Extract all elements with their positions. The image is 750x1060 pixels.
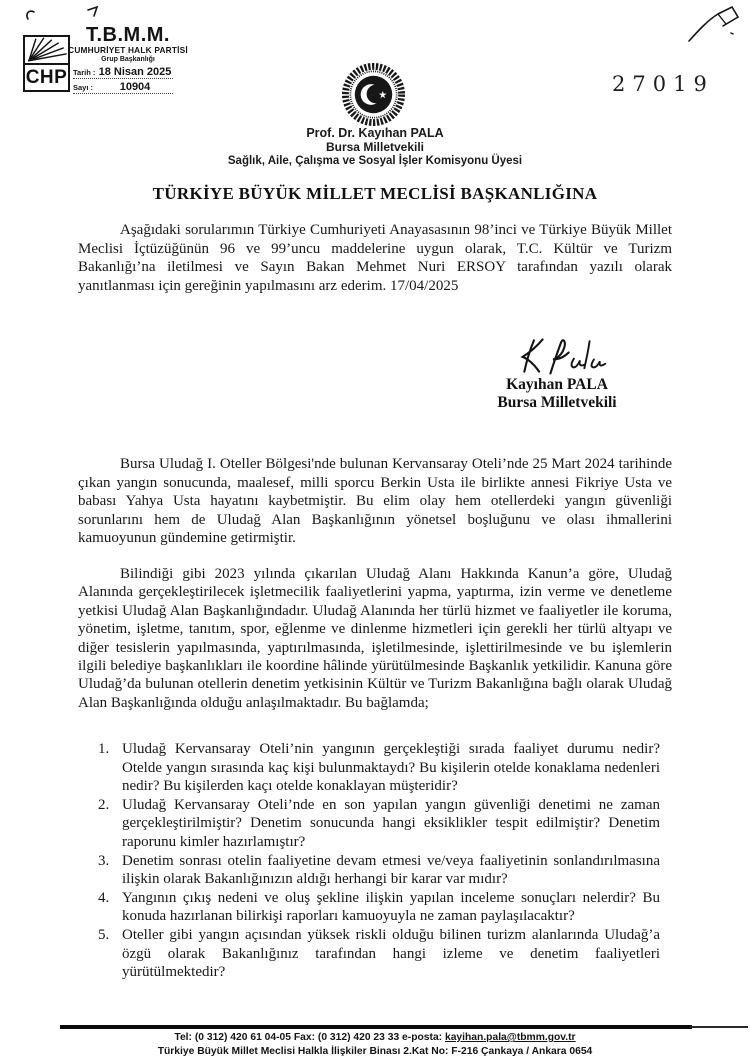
question-text: Uludağ Kervansaray Oteli’nde en son yapılan yangın güvenliği denetimi ne zaman gerçekleştirilmiştir? Denetim sonucunda hangi eksiklikler tespit edilmiştir? Denetim raporunu kimler hazırlamıştır? [122, 796, 660, 850]
party-group: Grup Başkanlığı [101, 56, 155, 63]
paragraph-law: Bilindiği gibi 2023 yılında çıkarılan Uludağ Alanı Hakkında Kanun’a göre, Uludağ Alanında gerçekleştirilecek işletmecilik faaliyetlerini yapma, yaptırma, izin verme ve denetleme yetkisi Uludağ Alan Başkanlığındadır. Uludağ Alanında her türlü hizmet ve faaliyetler ile koruma, yönetim, işletme, tanıtım, spor, eğlenme ve dinlenme hizmetleri için gerekli her türlü altyapı ve diğer tesislerin yapılmasında, yaptırılmasında, işletilmesinde, işlettirilmesinde ve bu işlemlerin ilgili belediye başkanlıkları ile koordine hâlinde yürütülmesinde Başkanlık yetkilidir. Kanuna göre Uludağ’da bulunan otellerin denetim yetkisinin Kültür ve Turizm Bakanlığına bağlı olarak Uludağ Alan Başkanlığında olduğu anlaşılmaktadır. Bu bağlamda; [78, 566, 672, 711]
deputy-constituency: Bursa Milletvekili [325, 140, 425, 154]
footer-contact-block [0, 1031, 750, 1058]
party-name: CUMHURİYET HALK PARTİSİ [68, 45, 188, 55]
signatory-name: Kayıhan PALA [506, 376, 608, 393]
question-number: 5. [98, 926, 110, 943]
deputy-name: Prof. Dr. Kayıhan PALA [306, 126, 444, 140]
registry-stamp-number: 27019 [612, 72, 714, 96]
question-item-2 [98, 796, 660, 852]
question-number: 2. [98, 796, 110, 813]
footer-address-line: Türkiye Büyük Millet Meclisi Halkla İlişkiler Binası 2.Kat No: F-216 Çankaya / Ankara 0654 [157, 1045, 593, 1057]
paragraph-incident: Bursa Uludağ I. Oteller Bölgesi'nde bulunan Kervansaray Oteli’nde 25 Mart 2024 tarihinde çıkan yangın sonucunda, maalesef, milli sporcu Berkin Usta ile birlikte annesi Fikriye Usta ve babası Yahya Usta hayatını kaybetmiştir. Bu elim olay hem otellerdeki yangın güvenliği sorunlarını hem de Uludağ Alan Başkanlığının yönetsel boşluğunu ve olası ihmallerini kamuoyunun gündemine getirmiştir. [78, 456, 672, 547]
footer-divider [60, 1025, 692, 1029]
signature-block [462, 336, 652, 411]
signatory-title: Bursa Milletvekili [497, 394, 617, 411]
footer-contact-line [0, 1031, 750, 1045]
question-item-5 [98, 926, 660, 982]
question-text: Yangının çıkış nedeni ve oluş şekline ilişkin yapılan inceleme sonuçları nelerdir? Bu konuda hazırlanan bilirkişi raporları kamuoyuyla ne zaman paylaşılacaktır? [122, 889, 660, 925]
deputy-header [155, 126, 595, 168]
chp-label: CHP [25, 67, 68, 88]
date-value: 18 Nisan 2025 [98, 66, 172, 78]
date-label: Tarih : [73, 68, 96, 77]
handwritten-signature-icon [510, 336, 610, 376]
number-value: 10904 [119, 81, 151, 93]
footer-email: kayihan.pala@tbmm.gov.tr [444, 1032, 576, 1043]
tbmm-heading: T.B.M.M. [86, 24, 170, 46]
question-number: 3. [98, 852, 110, 869]
question-text: Oteller gibi yangın açısından yüksek riskli olduğu bilinen turizm alanlarında Uludağ’a özgü olarak Bakanlığınız tarafından hangi izleme ve denetim faaliyetleri yürütülmektedir? [122, 926, 660, 981]
question-text: Denetim sonrası otelin faaliyetine devam etmesi ve/veya faaliyetinin sonlandırılmasına ilişkin olarak Bakanlığınızın aldığı herhangi bir karar var mıdır? [122, 852, 660, 888]
paragraph-request: Aşağıdaki sorularımın Türkiye Cumhuriyeti Anayasasının 98’inci ve Türkiye Büyük Millet Meclisi İçtüzüğünün 96 ve 99’uncu maddelerine uygun olarak, T.C. Kültür ve Turizm Bakanlığı’na iletilmesi ve Sayın Bakan Mehmet Nuri ERSOY tarafından yazılı olarak yanıtlanması için gereğinin yapılmasını arz ederim. 17/04/2025 [78, 222, 672, 294]
question-number: 4. [98, 889, 110, 906]
questions-list [98, 740, 660, 982]
footer-contact-prefix: Tel: (0 312) 420 61 04-05 Fax: (0 312) 420 23 33 e-posta: [174, 1032, 445, 1043]
deputy-committee: Sağlık, Aile, Çalışma ve Sosyal İşler Komisyonu Üyesi [227, 155, 523, 167]
question-number: 1. [98, 741, 110, 757]
tbmm-seal-icon [340, 61, 407, 128]
chp-logo-box [23, 35, 70, 92]
footer-divider-tail [690, 1026, 748, 1028]
question-item-1 [98, 740, 660, 796]
question-text: Uludağ Kervansaray Oteli’nin yangının gerçekleştiği sırada faaliyet durumu nedir? Otelde yangın sırasında kaç kişi bulunmaktaydı? Bu kişilerin otelde konaklama nedenleri nedir? Bu kişilerden kaçı otelde konaklayan müşteridir? [122, 741, 660, 795]
party-letterhead [68, 25, 188, 64]
question-item-3 [98, 852, 660, 889]
document-title: TÜRKİYE BÜYÜK MİLLET MECLİSİ BAŞKANLIĞINA [152, 184, 598, 203]
number-label: Sayı : [73, 83, 94, 92]
question-item-4 [98, 889, 660, 926]
number-field [73, 81, 173, 94]
date-field [73, 66, 173, 79]
chp-six-arrows-icon [25, 37, 68, 65]
pen-mark-top-right-icon [683, 3, 745, 53]
